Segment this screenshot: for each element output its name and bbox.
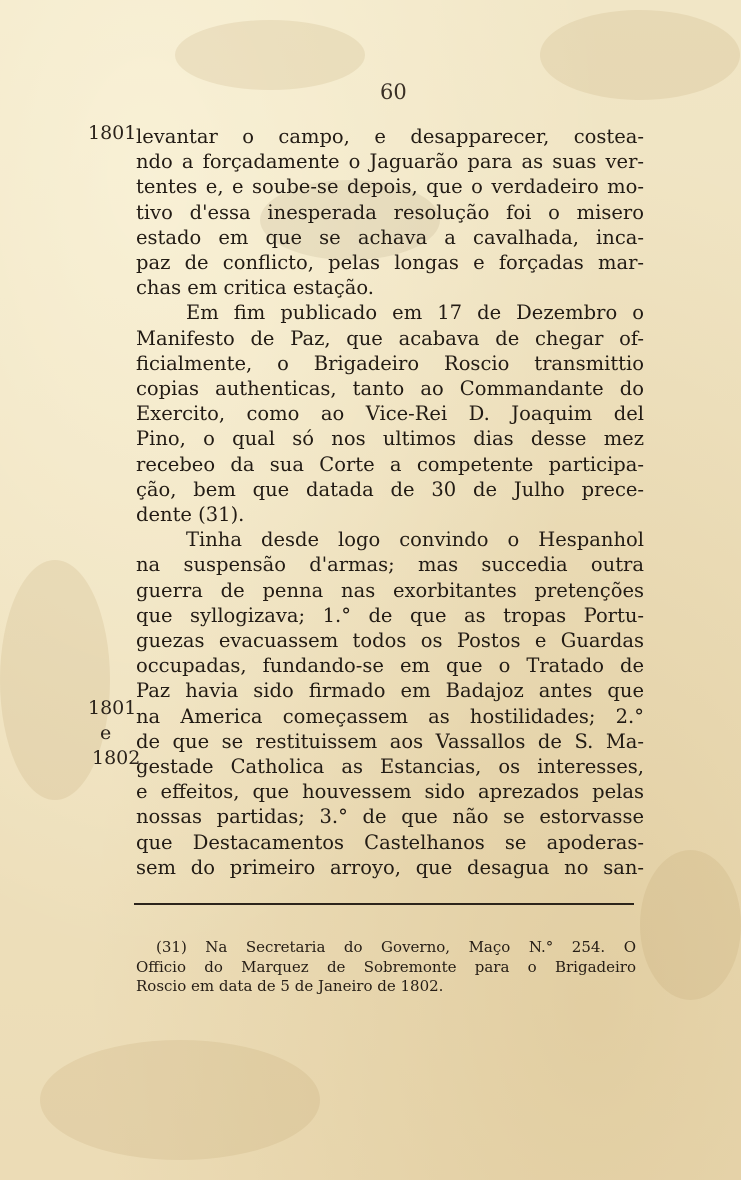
text-line: paz de conflicto, pelas longas e forçadas mar- xyxy=(136,251,644,275)
text-line: Pino, o qual só nos ultimos dias desse mez xyxy=(136,427,644,451)
footnote-line: Roscio em data de 5 de Janeiro de 1802. xyxy=(136,977,444,995)
text-line: dente (31). xyxy=(136,503,245,527)
paper-stain xyxy=(40,1040,320,1160)
margin-year-note: 1802 xyxy=(92,747,141,769)
text-line: occupadas, fundando-se em que o Tratado de xyxy=(136,654,644,678)
text-line: nossas partidas; 3.° de que não se estorvasse xyxy=(136,805,644,829)
text-line: recebeo da sua Corte a competente participa- xyxy=(136,452,644,476)
text-line: estado em que se achava a cavalhada, inca- xyxy=(136,225,644,249)
text-line: Manifesto de Paz, que acabava de chegar of- xyxy=(136,326,644,350)
paper-stain xyxy=(640,850,741,1000)
text-line: Paz havia sido firmado em Badajoz antes que xyxy=(136,679,644,703)
text-line: ção, bem que datada de 30 de Julho prece- xyxy=(136,477,644,501)
margin-year-note: 1801 xyxy=(88,697,137,719)
margin-year-note: 1801 xyxy=(88,122,137,144)
text-line: Exercito, como ao Vice-Rei D. Joaquim del xyxy=(136,402,644,426)
paper-stain xyxy=(540,10,740,100)
text-line: chas em critica estação. xyxy=(136,276,374,300)
page-number: 60 xyxy=(380,80,407,104)
text-line: guerra de penna nas exorbitantes pretenções xyxy=(136,578,644,602)
text-line: e effeitos, que houvessem sido aprezados pelas xyxy=(136,780,644,804)
text-line: que Destacamentos Castelhanos se apoderas- xyxy=(136,830,644,854)
text-line: sem do primeiro arroyo, que desagua no san- xyxy=(136,855,644,879)
paragraph-1 xyxy=(136,124,644,300)
text-line: tivo d'essa inesperada resolução foi o misero xyxy=(136,200,644,224)
footnote-line: (31) Na Secretaria do Governo, Maço N.° 254. O xyxy=(156,938,636,956)
text-line: copias authenticas, tanto ao Commandante do xyxy=(136,377,644,401)
text-line: ndo a forçadamente o Jaguarão para as suas ver- xyxy=(136,150,644,174)
text-line: na America começassem as hostilidades; 2.° xyxy=(136,704,644,728)
text-line: guezas evacuassem todos os Postos e Guardas xyxy=(136,629,644,653)
paragraph-2 xyxy=(136,300,644,527)
margin-conjunction-note: e xyxy=(100,722,112,744)
body-text xyxy=(136,124,644,880)
text-line: ficialmente, o Brigadeiro Roscio transmittio xyxy=(136,351,644,375)
text-line: Em fim publicado em 17 de Dezembro o xyxy=(186,301,644,325)
text-line: tentes e, e soube-se depois, que o verdadeiro mo- xyxy=(136,175,644,199)
text-line: gestade Catholica as Estancias, os interesses, xyxy=(136,755,644,779)
text-line: de que se restituissem aos Vassallos de S. Ma- xyxy=(136,729,644,753)
footnote-divider xyxy=(134,903,634,905)
footnote xyxy=(136,938,636,997)
footnote-line: Officio do Marquez de Sobremonte para o Brigadeiro xyxy=(136,957,636,976)
paper-stain xyxy=(175,20,365,90)
text-line: na suspensão d'armas; mas succedia outra xyxy=(136,553,644,577)
text-line: Tinha desde logo convindo o Hespanhol xyxy=(186,528,644,552)
text-line: que syllogizava; 1.° de que as tropas Portu- xyxy=(136,603,644,627)
paragraph-3 xyxy=(136,527,644,880)
text-line: levantar o campo, e desapparecer, costea- xyxy=(136,125,644,148)
